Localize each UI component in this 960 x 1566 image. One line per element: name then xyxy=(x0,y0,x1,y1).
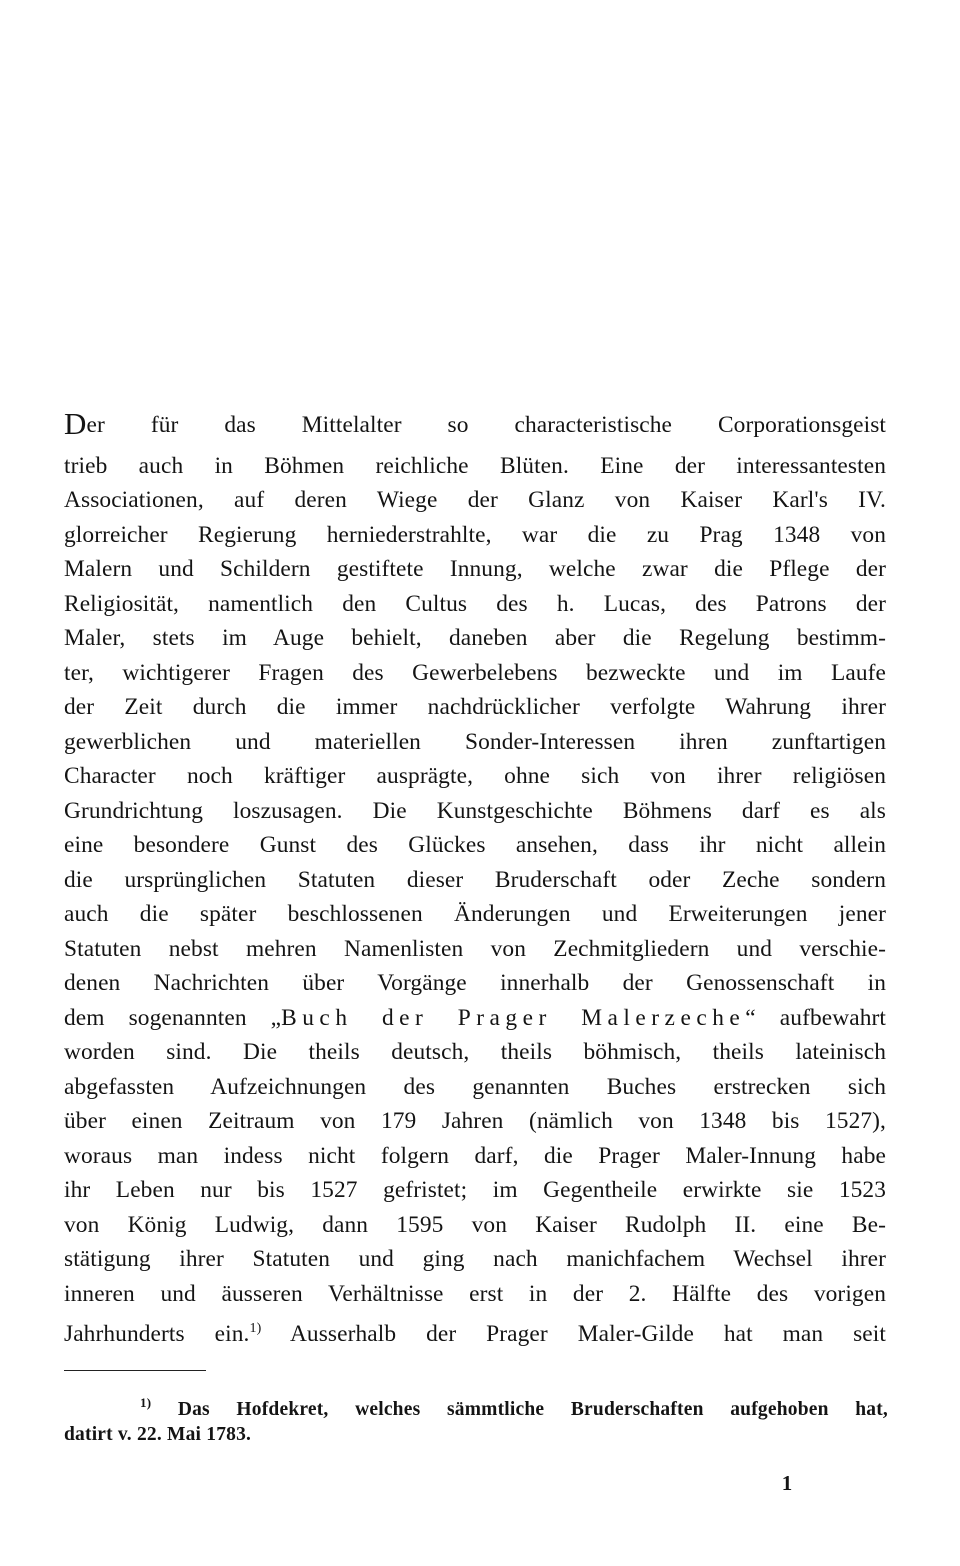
text-line: Jahrhunderts ein.$^{1)}$ Ausserhalb der Prager Maler-Gilde hat man seit xyxy=(64,1321,886,1347)
text-line: denen Nachrichten über Vorgänge innerhalb der Genossenschaft in xyxy=(64,970,886,996)
text-line: von König Ludwig, dann 1595 von Kaiser Rudolph II. eine Be- xyxy=(64,1212,886,1238)
footnote-reference[interactable]: 1) xyxy=(249,1321,262,1336)
footnote-text-continued: datirt v. 22. Mai 1783. xyxy=(64,1424,252,1445)
text-line: gewerblichen und materiellen Sonder-Interessen ihren zunftartigen xyxy=(64,729,886,755)
text-line: abgefassten Aufzeichnungen des genannten Buches erstrecken sich xyxy=(64,1074,886,1100)
text-line: über einen Zeitraum von 179 Jahren (nämlich von 1348 bis 1527), xyxy=(64,1108,886,1134)
text-line: inneren und äusseren Verhältnisse erst in der 2. Hälfte des vorigen xyxy=(64,1281,886,1307)
text-line: der Zeit durch die immer nachdrücklicher verfolgte Wahrung ihrer xyxy=(64,694,886,720)
text-line: stätigung ihrer Statuten und ging nach manichfachem Wechsel ihrer xyxy=(64,1246,886,1272)
footnote-text: $^{1)}$ Das Hofdekret, welches sämmtliche Bruderschaften aufgehoben hat, xyxy=(140,1395,888,1420)
drop-capital: D xyxy=(64,406,87,441)
text-line: Der für das Mittelalter so characteristische Corporationsgeist xyxy=(64,406,886,441)
text-line: Religiosität, namentlich den Cultus des h. Lucas, des Patrons der xyxy=(64,591,886,617)
text-line: Malern und Schildern gestiftete Innung, welche zwar die Pflege der xyxy=(64,556,886,582)
text-line: Character noch kräftiger ausprägte, ohne sich von ihrer religiösen xyxy=(64,763,886,789)
text-line: dem sogenannten „Buch der Prager Malerzeche“ aufbewahrt xyxy=(64,1005,887,1031)
text-line: Associationen, auf deren Wiege der Glanz von Kaiser Karl's IV. xyxy=(64,487,886,513)
text-line: die ursprünglichen Statuten dieser Bruderschaft oder Zeche sondern xyxy=(64,867,886,893)
text-line: trieb auch in Böhmen reichliche Blüten. Eine der interessantesten xyxy=(64,453,886,479)
text-line: auch die später beschlossenen Änderungen und Erweiterungen jener xyxy=(64,901,886,927)
page-number: 1 xyxy=(781,1471,793,1495)
text-line: Maler, stets im Auge behielt, daneben aber die Regelung bestimm- xyxy=(64,625,886,651)
text-line: ter, wichtigerer Fragen des Gewerbelebens bezweckte und im Laufe xyxy=(64,660,886,686)
text-line: worden sind. Die theils deutsch, theils böhmisch, theils lateinisch xyxy=(64,1039,886,1065)
footnote-divider xyxy=(64,1370,206,1371)
text-line: Statuten nebst mehren Namenlisten von Zechmitgliedern und verschie- xyxy=(64,936,886,962)
text-line: woraus man indess nicht folgern darf, die Prager Maler-Innung habe xyxy=(64,1143,886,1169)
footnote-marker: 1) xyxy=(140,1395,152,1410)
text-line: eine besondere Gunst des Glückes ansehen, dass ihr nicht allein xyxy=(64,832,886,858)
text-line: ihr Leben nur bis 1527 gefristet; im Gegentheile erwirkte sie 1523 xyxy=(64,1177,886,1203)
book-title: Buch der Prager Malerzeche xyxy=(281,1005,746,1031)
text-line: Grundrichtung loszusagen. Die Kunstgeschichte Böhmens darf es als xyxy=(64,798,886,824)
text-line: glorreicher Regierung herniederstrahlte, war die zu Prag 1348 von xyxy=(64,522,886,548)
